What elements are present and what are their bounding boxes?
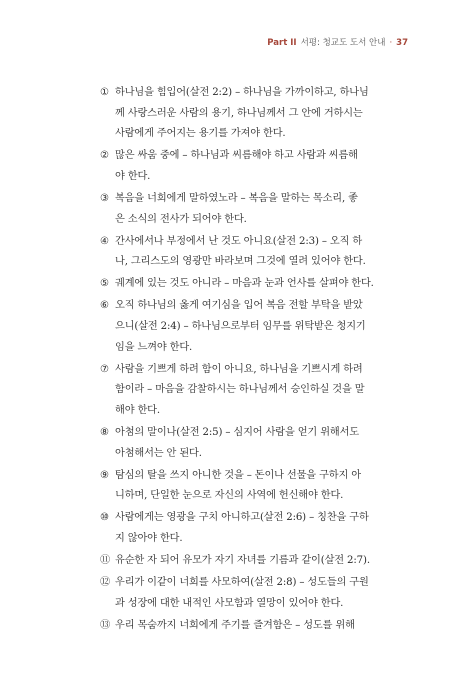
item-text [115, 551, 395, 572]
text-line: 과 성장에 대한 내적인 사모함과 열망이 있어야 한다. [115, 597, 344, 609]
text-line: 많은 싸움 중에 – 하나님과 씨름해야 하고 사람과 씨름해 [115, 150, 358, 162]
text-line: 은 소식의 전사가 되어야 한다. [115, 213, 247, 225]
text-line: 아첨해서는 안 된다. [115, 447, 202, 459]
item-text [115, 296, 395, 358]
header-separator: · [389, 38, 393, 48]
list-item [100, 360, 395, 422]
header-title: 서평: 청교도 도서 안내 [300, 38, 386, 48]
list-item [100, 189, 395, 230]
item-text [115, 508, 395, 549]
list-item [100, 232, 395, 273]
text-line: 사람에게 주어지는 용기를 가져야 한다. [115, 128, 286, 140]
item-text [115, 360, 395, 422]
item-number: ⑨ [100, 469, 110, 481]
text-line: 간사에서나 부정에서 난 것도 아니요(살전 2:3) – 오직 하 [115, 235, 363, 247]
item-text [115, 146, 395, 187]
text-line: 우리가 이같이 너희를 사모하여(살전 2:8) – 성도들의 구원 [115, 577, 369, 589]
running-header [267, 36, 408, 48]
list-item [100, 274, 395, 295]
item-number: ⑩ [100, 512, 110, 524]
list-item [100, 423, 395, 464]
list-item [100, 296, 395, 358]
item-number: ③ [100, 192, 110, 204]
item-number: ④ [100, 235, 110, 247]
text-line: 사람을 기쁘게 하려 함이 아니요, 하나님을 기쁘시게 하려 [115, 363, 363, 375]
text-line: 오직 하나님의 옳게 여기심을 입어 복음 전할 부탁을 받았 [115, 300, 363, 312]
text-line: 유순한 자 되어 유모가 자기 자녀를 기름과 같이(살전 2:7). [115, 555, 370, 567]
item-number: ① [100, 87, 110, 98]
text-line: 아첨의 말이나(살전 2:5) – 심지어 사람을 얻기 위해서도 [115, 427, 359, 438]
item-number: ② [100, 150, 110, 162]
text-line: 궤계에 있는 것도 아니라 – 마음과 눈과 언사를 살펴야 한다. [115, 278, 374, 290]
text-line: 임을 느껴야 한다. [115, 341, 193, 353]
list-item [100, 466, 395, 507]
text-line: 우리 목숨까지 너희에게 주기를 즐겨함은 – 성도를 위해 [115, 619, 355, 631]
list-item [100, 551, 395, 572]
item-number: ⑪ [100, 555, 111, 567]
text-line: 복음을 너희에게 말하였노라 – 복음을 말하는 목소리, 좋 [115, 192, 358, 204]
item-text [115, 274, 395, 295]
text-line: 야 한다. [115, 170, 151, 182]
item-number: ⑧ [100, 427, 110, 438]
list-item [100, 146, 395, 187]
item-number: ⑤ [100, 278, 110, 290]
item-text [115, 573, 395, 614]
list-item [100, 616, 395, 637]
text-line: 나, 그리스도의 영광만 바라보며 그것에 열려 있어야 한다. [115, 256, 366, 268]
item-number: ⑦ [100, 363, 110, 375]
item-text [115, 466, 395, 507]
item-number: ⑬ [100, 619, 111, 631]
item-text [115, 616, 395, 637]
item-number: ⑥ [100, 300, 110, 312]
numbered-list [100, 83, 395, 638]
item-text [115, 232, 395, 273]
part-label: Part II [267, 38, 297, 48]
item-text [115, 83, 395, 145]
item-number: ⑫ [100, 577, 111, 589]
item-text [115, 423, 395, 464]
text-line: 으니(살전 2:4) – 하나님으로부터 임무를 위탁받은 청지기 [115, 321, 366, 333]
text-line: 께 사랑스러운 사람의 용기, 하나님께서 그 안에 거하시는 [115, 107, 363, 119]
list-item [100, 573, 395, 614]
text-line: 지 않아야 한다. [115, 532, 183, 544]
text-line: 하나님을 힘입어(살전 2:2) – 하나님을 가까이하고, 하나님 [115, 87, 369, 98]
text-line: 해야 한다. [115, 404, 160, 416]
text-line: 탐심의 탈을 쓰지 아니한 것을 – 돈이나 선물을 구하지 아 [115, 469, 361, 481]
text-line: 사람에게는 영광을 구치 아니하고(살전 2:6) – 칭찬을 구하 [115, 512, 369, 524]
page-number: 37 [396, 38, 408, 48]
item-text [115, 189, 395, 230]
text-line: 니하며, 단일한 눈으로 자신의 사역에 헌신해야 한다. [115, 490, 344, 502]
text-line: 함이라 – 마음을 감찰하시는 하나님께서 승인하실 것을 말 [115, 384, 365, 396]
list-item [100, 83, 395, 145]
list-item [100, 508, 395, 549]
